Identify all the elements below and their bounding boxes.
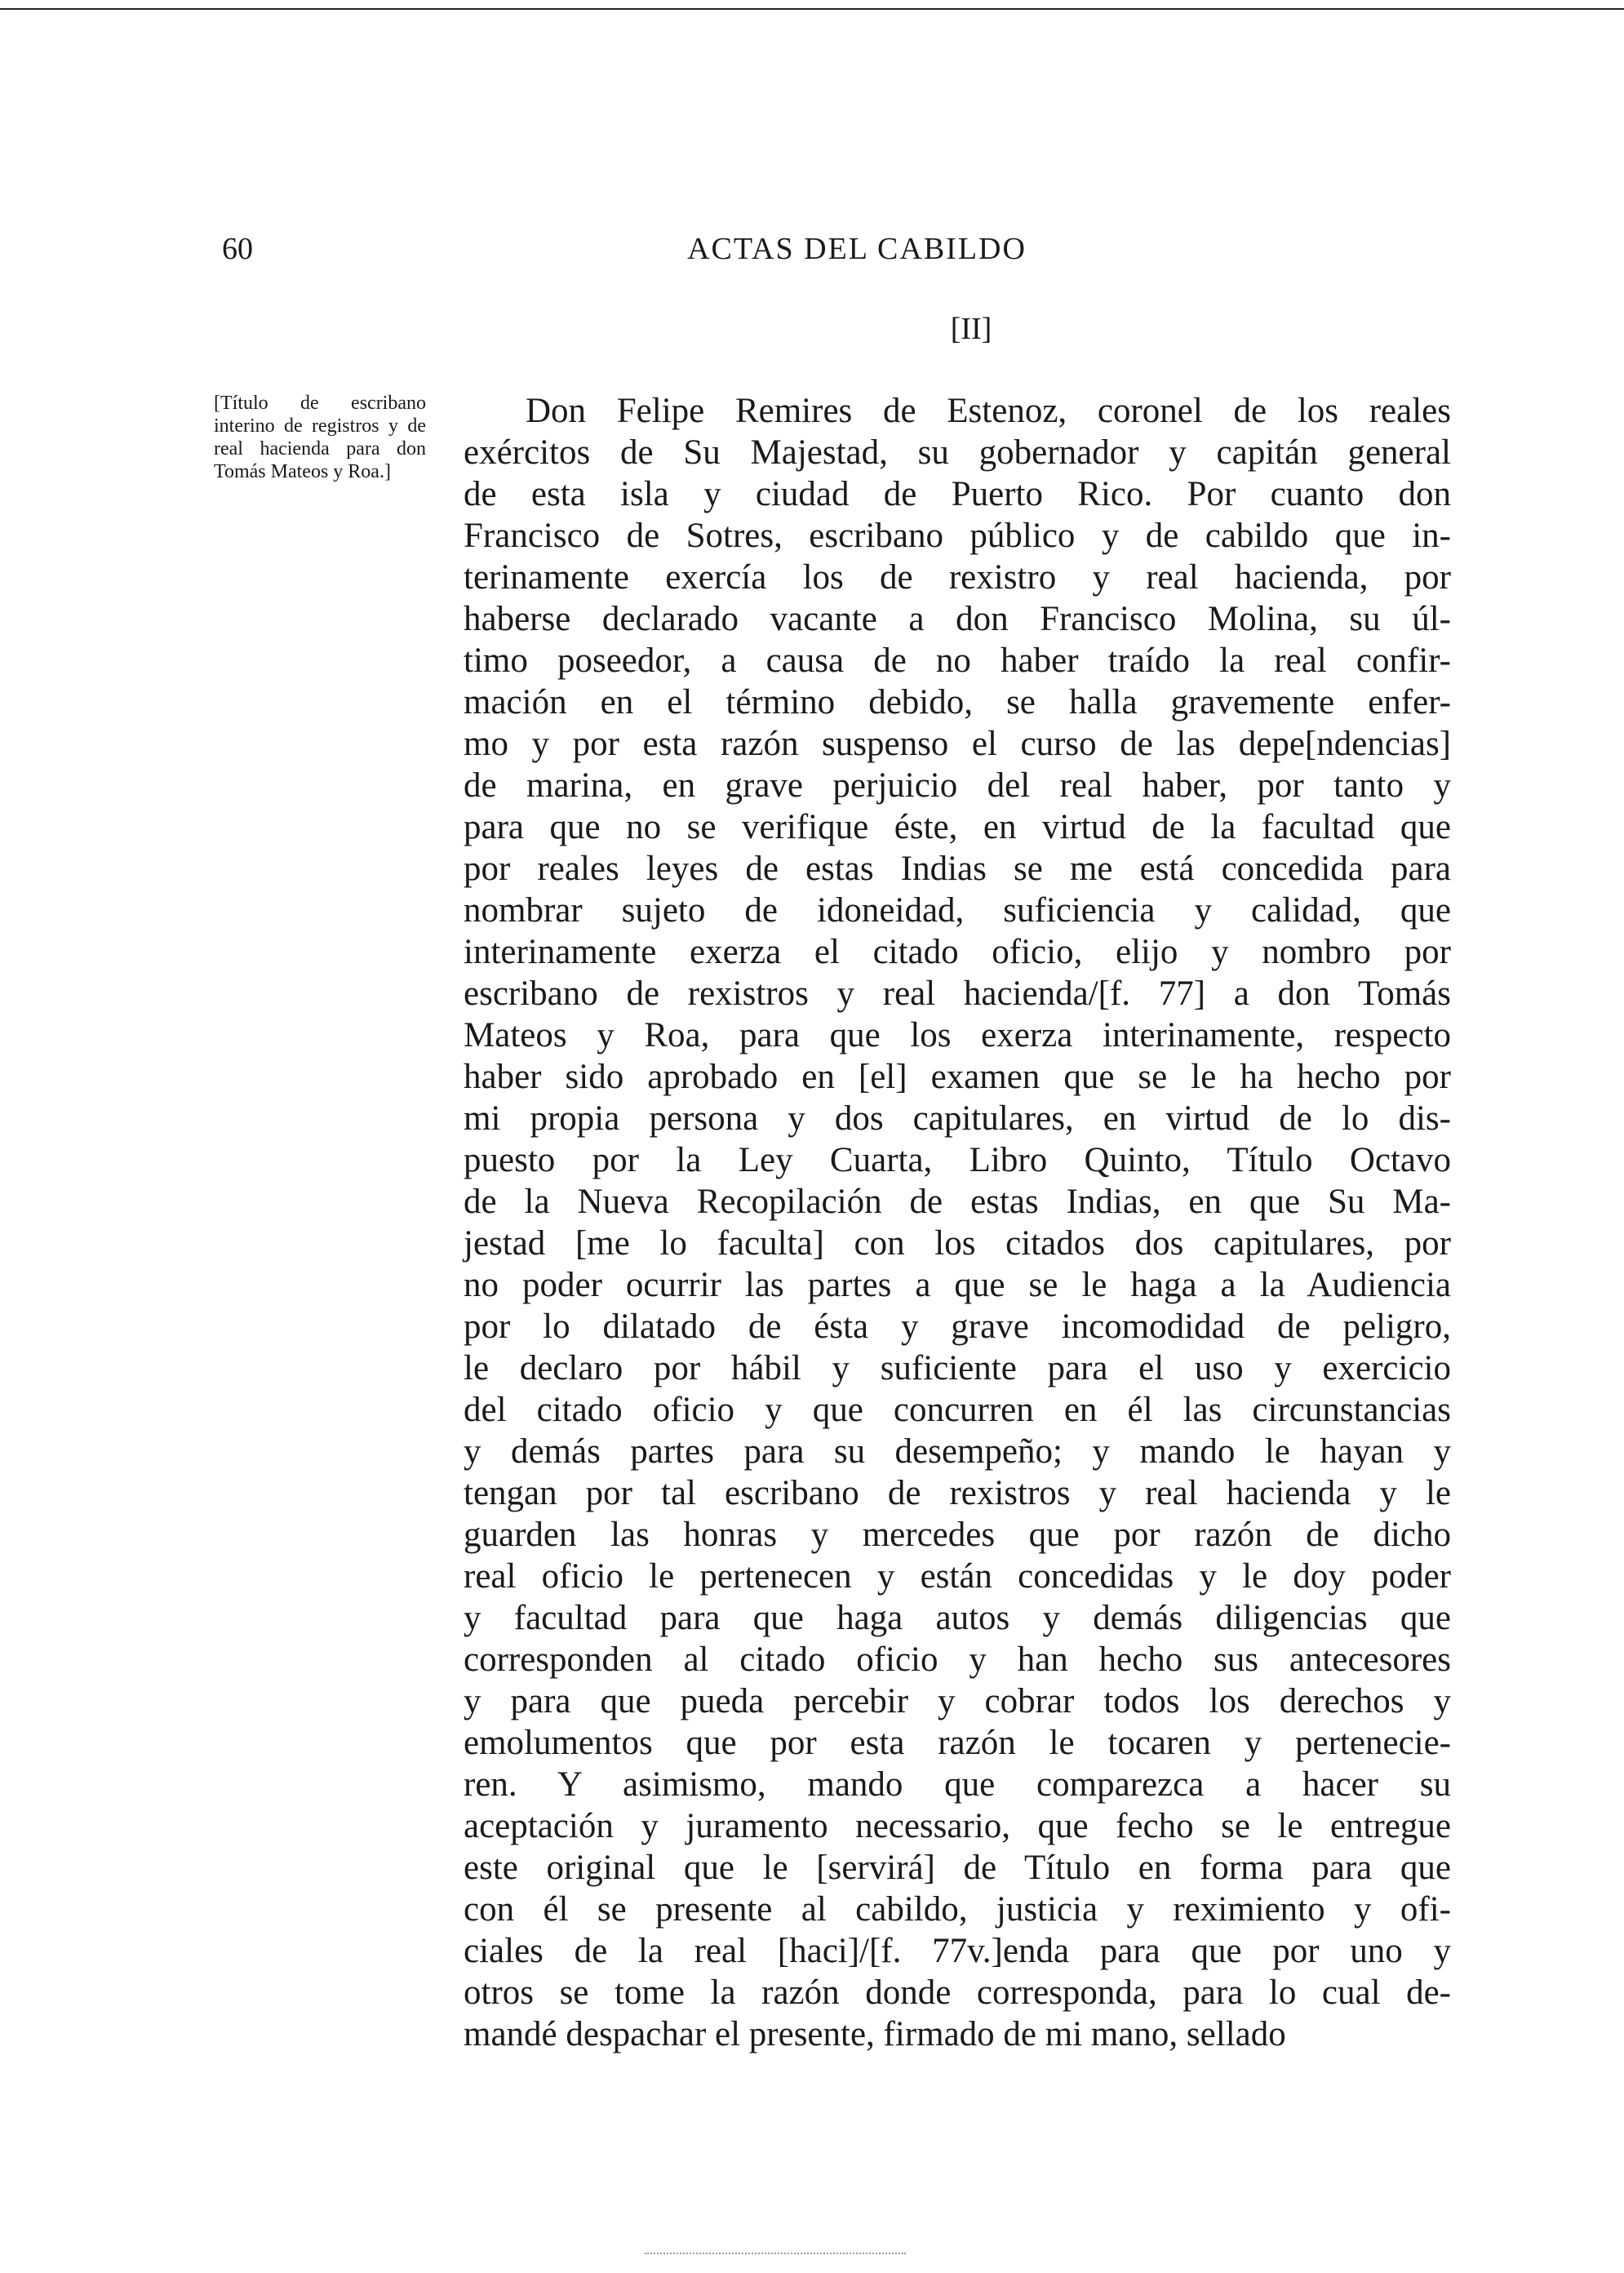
body-line: ren. Y asimismo, mando que comparezca a hacer su xyxy=(464,1765,1451,1804)
body-line: haberse declarado vacante a don Francisco Molina, su úl- xyxy=(464,600,1451,638)
body-line: puesto por la Ley Cuarta, Libro Quinto, Título Octavo xyxy=(464,1141,1451,1179)
body-line: nombrar sujeto de idoneidad, suficiencia y calidad, que xyxy=(464,891,1451,930)
body-line: escribano de rexistros y real hacienda/[f. 77] a don Tomás xyxy=(464,974,1451,1013)
body-line: tengan por tal escribano de rexistros y real hacienda y le xyxy=(464,1474,1451,1512)
body-line: Don Felipe Remires de Estenoz, coronel de los reales xyxy=(526,392,1451,430)
body-line: mo y por esta razón suspenso el curso de las depe[ndencias] xyxy=(464,725,1451,763)
body-line: terinamente exercía los de rexistro y real hacienda, por xyxy=(464,558,1451,597)
body-line: otros se tome la razón donde corresponda, para lo cual de- xyxy=(464,1973,1451,2012)
body-line: por reales leyes de estas Indias se me está concedida para xyxy=(464,850,1451,888)
body-line: ciales de la real [haci]/[f. 77v.]enda para que por uno y xyxy=(464,1932,1451,1970)
page-number: 60 xyxy=(222,232,253,266)
body-line: exércitos de Su Majestad, su gobernador y capitán general xyxy=(464,433,1451,472)
body-line: mación en el término debido, se halla gravemente enfer- xyxy=(464,683,1451,721)
body-line: emolumentos que por esta razón le tocaren y pertenecie- xyxy=(464,1724,1451,1762)
body-line: jestad [me lo faculta] con los citados dos capitulares, por xyxy=(464,1224,1451,1263)
body-line: Francisco de Sotres, escribano público y de cabildo que in- xyxy=(464,517,1451,555)
body-line: corresponden al citado oficio y han hecho sus antecesores xyxy=(464,1640,1451,1679)
body-line: guarden las honras y mercedes que por razón de dicho xyxy=(464,1516,1451,1554)
body-line: con él se presente al cabildo, justicia y reximiento y ofi- xyxy=(464,1890,1451,1929)
body-line: Mateos y Roa, para que los exerza interinamente, respecto xyxy=(464,1016,1451,1054)
body-line: haber sido aprobado en [el] examen que se le ha hecho por xyxy=(464,1058,1451,1096)
body-line: no poder ocurrir las partes a que se le haga a la Audiencia xyxy=(464,1266,1451,1304)
body-line: mandé despachar el presente, firmado de mi mano, sellado xyxy=(464,2015,1286,2053)
body-line: para que no se verifique éste, en virtud de la facultad que xyxy=(464,808,1451,846)
body-line: de la Nueva Recopilación de estas Indias, en que Su Ma- xyxy=(464,1183,1451,1221)
body-line: mi propia persona y dos capitulares, en virtud de lo dis- xyxy=(464,1099,1451,1138)
top-rule xyxy=(0,8,1624,10)
body-text xyxy=(464,390,1451,2055)
bottom-scan-marks xyxy=(645,2253,906,2259)
body-line: del citado oficio y que concurren en él las circunstancias xyxy=(464,1391,1451,1429)
body-line: y demás partes para su desempeño; y mando le hayan y xyxy=(464,1432,1451,1471)
section-number: [II] xyxy=(950,312,992,346)
body-line: este original que le [servirá] de Título en forma para que xyxy=(464,1849,1451,1887)
body-line: y facultad para que haga autos y demás diligencias que xyxy=(464,1599,1451,1637)
body-line: le declaro por hábil y suficiente para el uso y exercicio xyxy=(464,1349,1451,1387)
body-line: por lo dilatado de ésta y grave incomodidad de peligro, xyxy=(464,1307,1451,1346)
body-line: timo poseedor, a causa de no haber traído la real confir- xyxy=(464,642,1451,680)
marginal-note: [Título de escribano interino de registros y de real hacienda para don Tomás Mateos y Roa.] xyxy=(214,393,426,482)
body-line: de marina, en grave perjuicio del real haber, por tanto y xyxy=(464,766,1451,805)
body-line: interinamente exerza el citado oficio, elijo y nombro por xyxy=(464,933,1451,971)
body-line: y para que pueda percebir y cobrar todos los derechos y xyxy=(464,1682,1451,1720)
body-line: aceptación y juramento necessario, que fecho se le entregue xyxy=(464,1807,1451,1845)
body-line: real oficio le pertenecen y están concedidas y le doy poder xyxy=(464,1557,1451,1596)
body-line: de esta isla y ciudad de Puerto Rico. Por cuanto don xyxy=(464,475,1451,513)
running-head: ACTAS DEL CABILDO xyxy=(687,232,1027,266)
